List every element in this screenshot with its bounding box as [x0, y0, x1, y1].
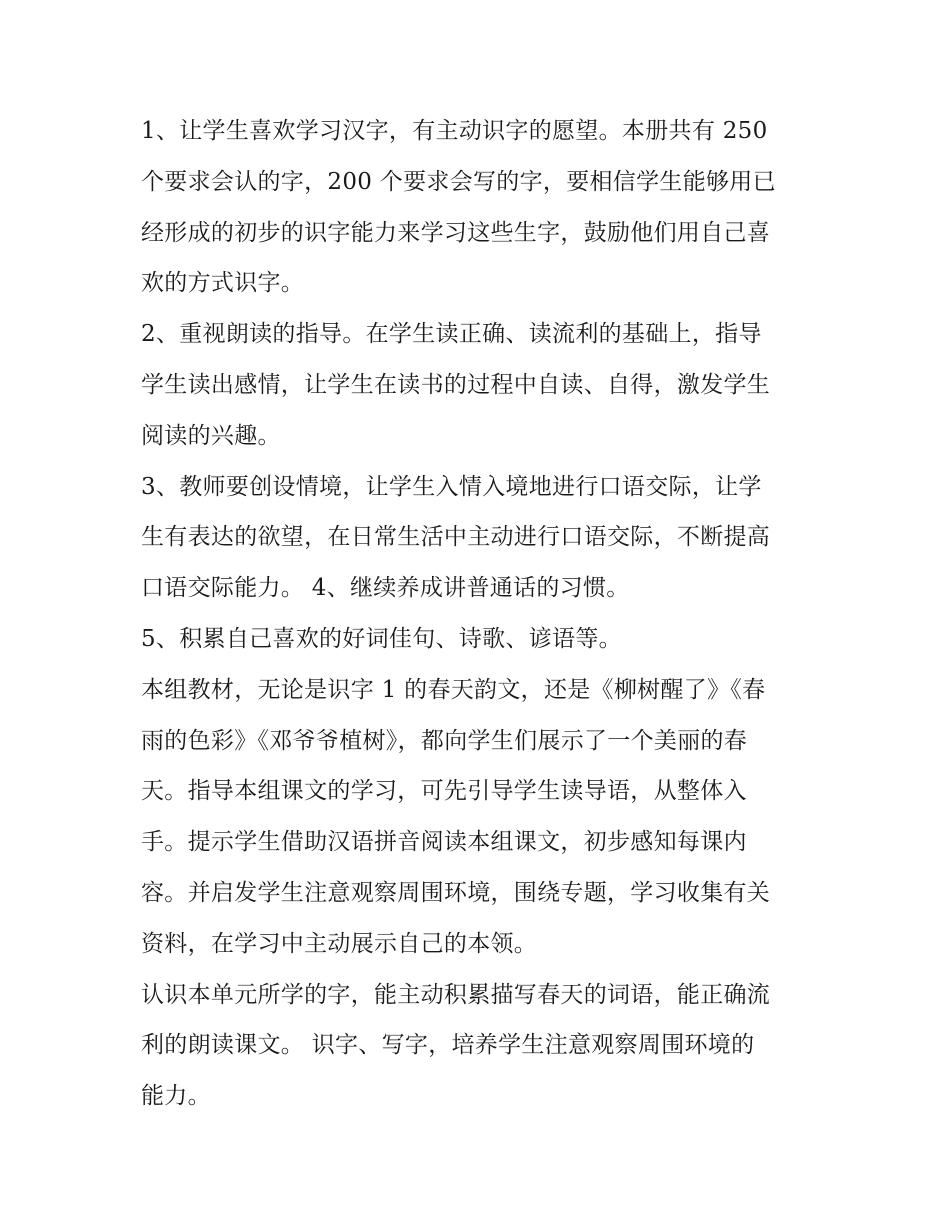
- text-line: 容。并启发学生注意观察周围环境，围绕专题，学习收集有关: [141, 879, 771, 906]
- text-line: 雨的色彩》《邓爷爷植树》，都向学生们展示了一个美丽的春: [141, 727, 748, 754]
- text-line: 2、重视朗读的指导。在学生读正确、读流利的基础上，指导: [141, 321, 762, 348]
- text-line: 欢的方式识字。: [141, 270, 305, 297]
- text-line: 本组教材，无论是识字 1 的春天韵文，还是《柳树醒了》《春: [141, 676, 766, 703]
- text-line: 1、让学生喜欢学习汉字，有主动识字的愿望。本册共有 250: [141, 118, 768, 144]
- text-line: 3、教师要创设情境，让学生入情入境地进行口语交际，让学: [141, 473, 762, 500]
- text-line: 天。指导本组课文的学习，可先引导学生读导语，从整体入: [141, 778, 747, 805]
- text-line: 资料，在学习中主动展示自己的本领。: [141, 930, 538, 957]
- text-line: 经形成的初步的识字能力来学习这些生字，鼓励他们用自己喜: [141, 219, 771, 246]
- text-line: 手。提示学生借助汉语拼音阅读本组课文，初步感知每课内: [141, 829, 747, 856]
- text-line: 利的朗读课文。 识字、写字，培养学生注意观察周围环境的: [141, 1032, 755, 1059]
- text-line: 认识本单元所学的字，能主动积累描写春天的词语，能正确流: [141, 981, 771, 1008]
- text-line: 阅读的兴趣。: [141, 422, 281, 449]
- text-line: 能力。: [141, 1083, 211, 1110]
- text-line: 生有表达的欲望，在日常生活中主动进行口语交际，不断提高: [141, 524, 771, 551]
- text-line: 口语交际能力。 4、继续养成讲普通话的习惯。: [141, 575, 630, 602]
- document-body: [141, 106, 821, 1122]
- text-line: 个要求会认的字，200 个要求会写的字，要相信学生能够用已: [141, 168, 776, 195]
- text-line: 学生读出感情，让学生在读书的过程中自读、自得，激发学生: [141, 371, 771, 398]
- text-line: 5、积累自己喜欢的好词佳句、诗歌、谚语等。: [141, 625, 622, 652]
